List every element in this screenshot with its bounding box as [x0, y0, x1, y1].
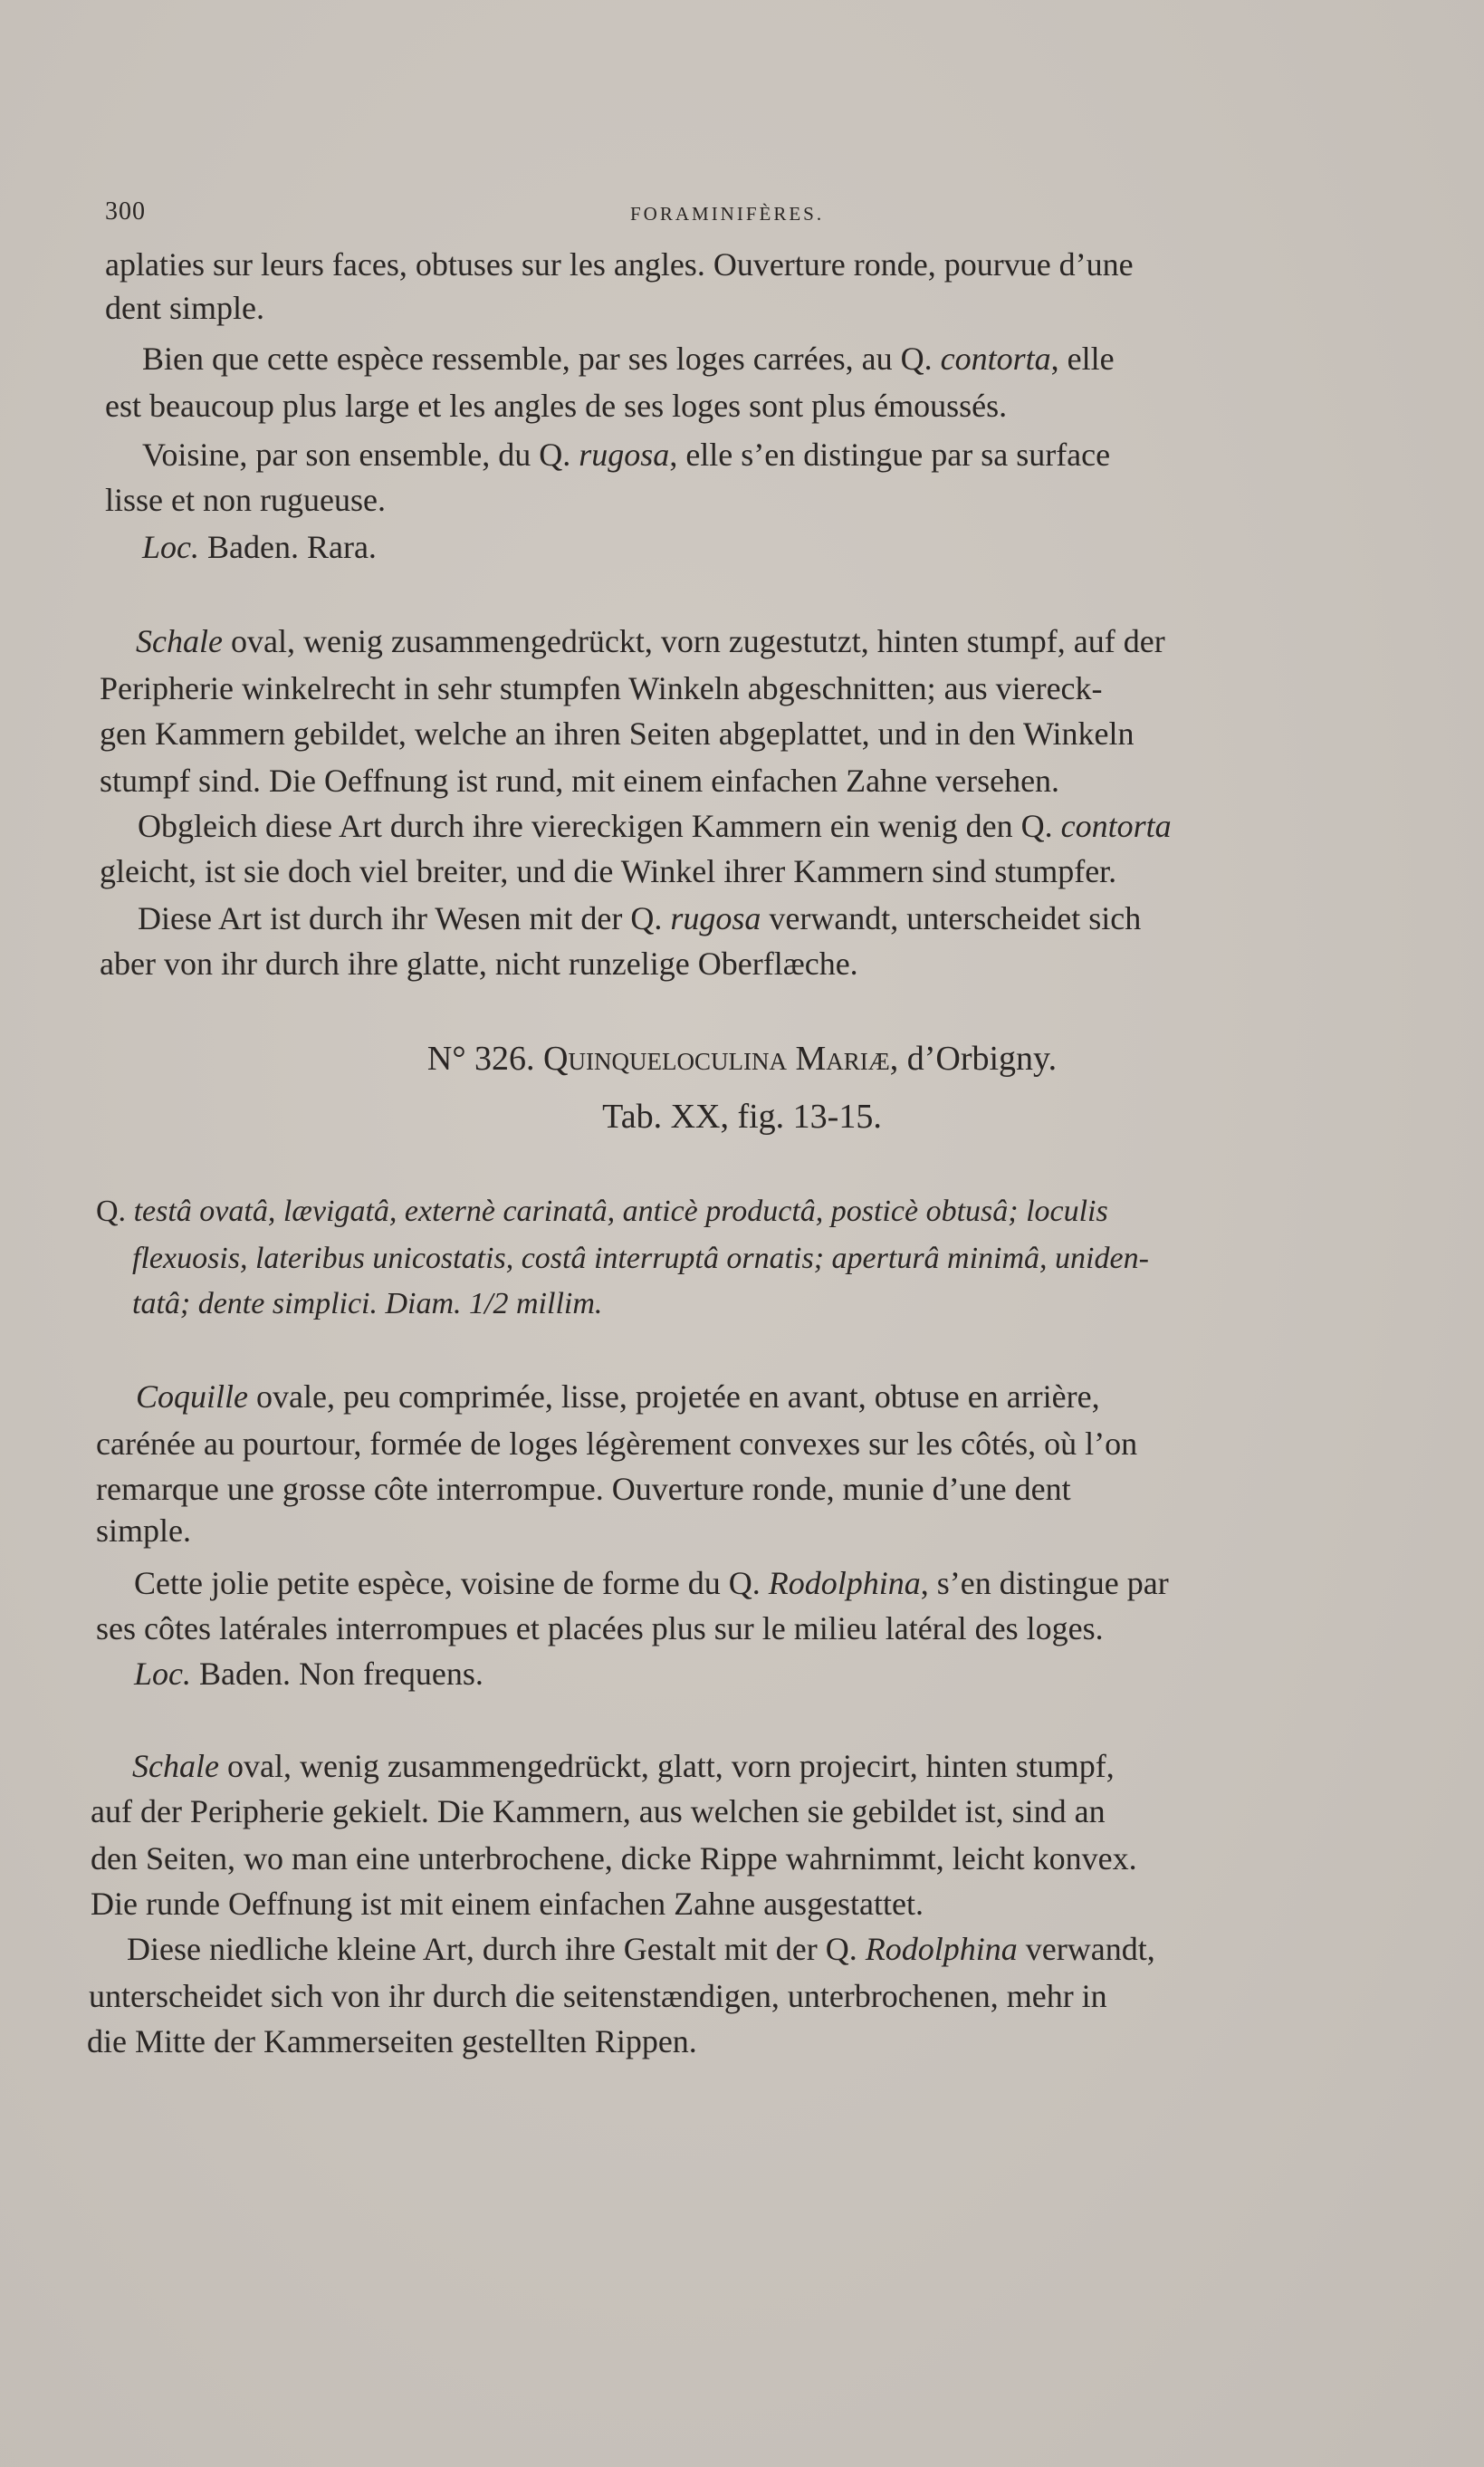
text-line: dent simple. — [105, 290, 264, 326]
text-line: den Seiten, wo man eine unterbrochene, dicke Rippe wahrnimmt, leicht konvex. — [91, 1840, 1137, 1877]
text-line: lisse et non rugueuse. — [105, 482, 386, 518]
text-line: est beaucoup plus large et les angles de ses loges sont plus émoussés. — [105, 388, 1008, 424]
text-line: gleicht, ist sie doch viel breiter, und die Winkel ihrer Kammern sind stumpfer. — [100, 853, 1117, 889]
text-line: stumpf sind. Die Oeffnung ist rund, mit einem einfachen Zahne versehen. — [100, 763, 1060, 799]
text-line: Die runde Oeffnung ist mit einem einfachen Zahne ausgestattet. — [91, 1886, 924, 1922]
locality-line: Loc. Baden. Non frequens. — [134, 1656, 483, 1692]
text-line: ses côtes latérales interrompues et placées plus sur le milieu latéral des loges. — [96, 1610, 1104, 1646]
diagnosis-line: Q. testâ ovatâ, lævigatâ, externè carinatâ, anticè productâ, posticè obtusâ; loculis — [96, 1195, 1108, 1228]
text-line: Schale oval, wenig zusammengedrückt, glatt, vorn projecirt, hinten stumpf, — [132, 1748, 1115, 1784]
text-line: Voisine, par son ensemble, du Q. rugosa, elle s’en distingue par sa surface — [142, 437, 1111, 473]
text-line: Coquille ovale, peu comprimée, lisse, projetée en avant, obtuse en arrière, — [136, 1378, 1100, 1415]
text-line: carénée au pourtour, formée de loges légèrement convexes sur les côtés, où l’on — [96, 1425, 1138, 1462]
text-line: Schale oval, wenig zusammengedrückt, vorn zugestutzt, hinten stumpf, auf der — [136, 623, 1165, 659]
page-number: 300 — [105, 197, 146, 226]
text-line: Diese Art ist durch ihr Wesen mit der Q. rugosa verwandt, unterscheidet sich — [138, 900, 1142, 936]
diagnosis-line: flexuosis, lateribus unicostatis, costâ interruptâ ornatis; aperturâ minimâ, uniden- — [132, 1242, 1149, 1275]
text-line: auf der Peripherie gekielt. Die Kammern, aus welchen sie gebildet ist, sind an — [91, 1793, 1106, 1829]
page-header — [105, 197, 1355, 234]
text-line: Diese niedliche kleine Art, durch ihre Gestalt mit der Q. Rodolphina verwandt, — [127, 1931, 1155, 1967]
plate-reference: Tab. XX, fig. 13-15. — [602, 1098, 882, 1136]
text-line: Cette jolie petite espèce, voisine de forme du Q. Rodolphina, s’en distingue par — [134, 1565, 1169, 1601]
text-line: simple. — [96, 1512, 191, 1549]
locality-line: Loc. Baden. Rara. — [142, 529, 377, 565]
species-heading: N° 326. Quinqueloculina Mariæ, d’Orbigny. — [426, 1040, 1058, 1078]
text-line: remarque une grosse côte interrompue. Ouverture ronde, munie d’une dent — [96, 1471, 1071, 1507]
text-line: Obgleich diese Art durch ihre viereckigen Kammern ein wenig den Q. contorta — [138, 808, 1172, 844]
text-line: aber von ihr durch ihre glatte, nicht runzelige Oberflæche. — [100, 946, 858, 982]
text-line: gen Kammern gebildet, welche an ihren Seiten abgeplattet, und in den Winkeln — [100, 715, 1135, 752]
diagnosis-line: tatâ; dente simplici. Diam. 1/2 millim. — [132, 1287, 603, 1320]
text-line: Peripherie winkelrecht in sehr stumpfen Winkeln abgeschnitten; aus viereck- — [100, 670, 1103, 706]
running-head: FORAMINIFÈRES. — [630, 203, 825, 225]
text-line: Bien que cette espèce ressemble, par ses loges carrées, au Q. contorta, elle — [142, 341, 1115, 377]
text-line: die Mitte der Kammerseiten gestellten Rippen. — [87, 2023, 697, 2059]
text-line: unterscheidet sich von ihr durch die seitenstændigen, unterbrochenen, mehr in — [89, 1978, 1107, 2014]
text-line: aplaties sur leurs faces, obtuses sur les angles. Ouverture ronde, pourvue d’une — [105, 246, 1134, 283]
